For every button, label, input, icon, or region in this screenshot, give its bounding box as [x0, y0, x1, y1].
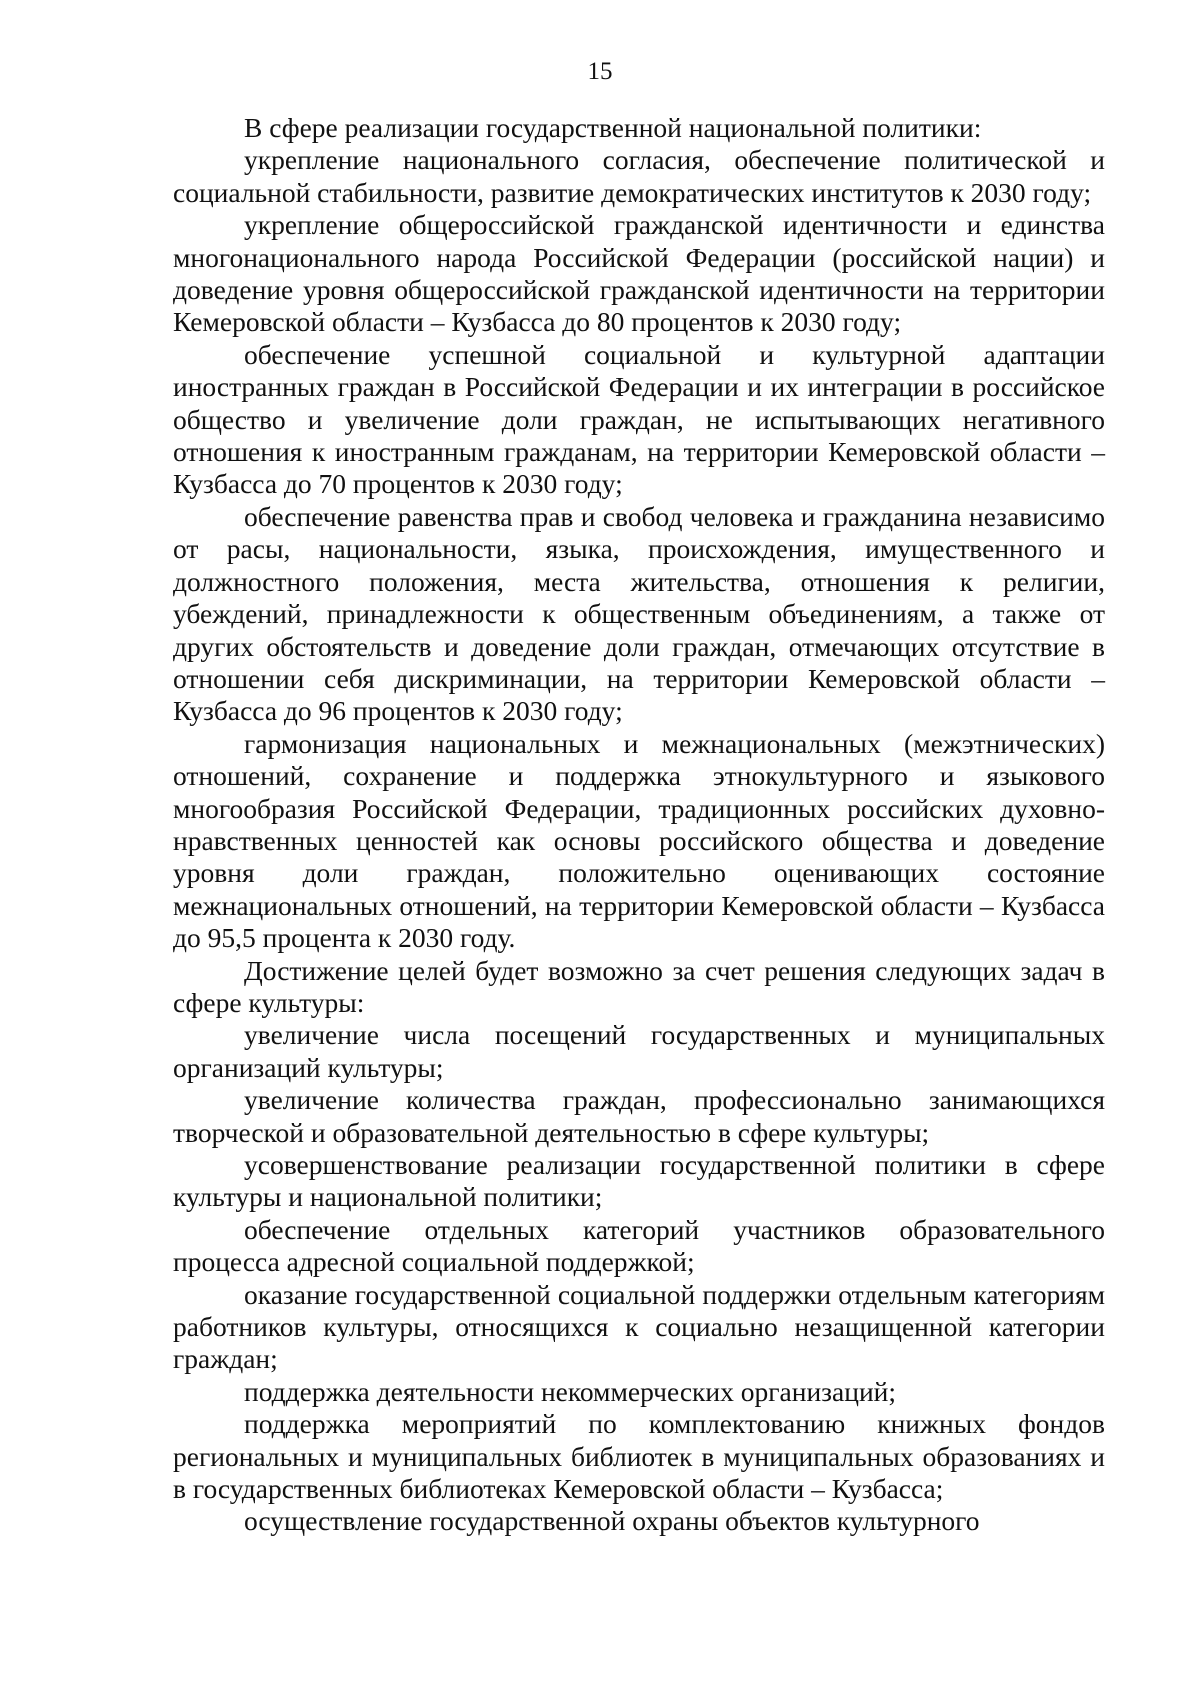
paragraph: гармонизация национальных и межнациональных (межэтнических) отношений, сохранение и поддержка этнокультурного и языкового многообразия Российской Федерации, традиционных российских духовно-нравственных ценностей как основы российского общества и доведение уровня доли граждан, положительно оценивающих состояние межнациональных отношений, на территории Кемеровской области – Кузбасса до 95,5 процента к 2030 году.	[173, 727, 1105, 954]
page-number: 15	[587, 58, 613, 85]
paragraph: укрепление общероссийской гражданской идентичности и единства многонационального народа Российской Федерации (российской нации) и доведение уровня общероссийской гражданской идентичности на территории Кемеровской области – Кузбасса до 80 процентов к 2030 году;	[173, 209, 1105, 338]
paragraph: обеспечение равенства прав и свобод человека и гражданина независимо от расы, национальности, языка, происхождения, имущественного и должностного положения, места жительства, отношения к религии, убеждений, принадлежности к общественным объединениям, а также от других обстоятельств и доведение доли граждан, отмечающих отсутствие в отношении себя дискриминации, на территории Кемеровской области – Кузбасса до 96 процентов к 2030 году;	[173, 500, 1105, 727]
paragraph-heading-national-policy: В сфере реализации государственной национальной политики:	[244, 112, 982, 143]
paragraph: поддержка деятельности некоммерческих организаций;	[244, 1375, 897, 1407]
paragraph: осуществление государственной охраны объектов культурного	[244, 1505, 980, 1537]
paragraph-tasks-intro: Достижение целей будет возможно за счет решения следующих задач в сфере культуры:	[173, 954, 1105, 1018]
paragraph: поддержка мероприятий по комплектованию книжных фондов региональных и муниципальных библиотек в муниципальных образованиях и в государственных библиотеках Кемеровской области – Кузбасса;	[173, 1408, 1105, 1505]
paragraph: обеспечение отдельных категорий участников образовательного процесса адресной социальной поддержкой;	[173, 1213, 1105, 1278]
paragraph: увеличение числа посещений государственных и муниципальных организаций культуры;	[173, 1019, 1105, 1083]
document-body	[173, 112, 1105, 1538]
paragraph: обеспечение успешной социальной и культурной адаптации иностранных граждан в Российской Федерации и их интеграции в российское общество и увеличение доли граждан, не испытывающих негативного отношения к иностранным гражданам, на территории Кемеровской области – Кузбасса до 70 процентов к 2030 году;	[173, 338, 1105, 500]
paragraph: усовершенствование реализации государственной политики в сфере культуры и национальной политики;	[173, 1149, 1105, 1213]
paragraph: укрепление национального согласия, обеспечение политической и социальной стабильности, развитие демократических институтов к 2030 году;	[173, 144, 1105, 208]
paragraph: оказание государственной социальной поддержки отдельным категориям работников культуры, относящихся к социально незащищенной категории граждан;	[173, 1278, 1105, 1375]
paragraph: увеличение количества граждан, профессионально занимающихся творческой и образовательной деятельностью в сфере культуры;	[173, 1084, 1105, 1148]
